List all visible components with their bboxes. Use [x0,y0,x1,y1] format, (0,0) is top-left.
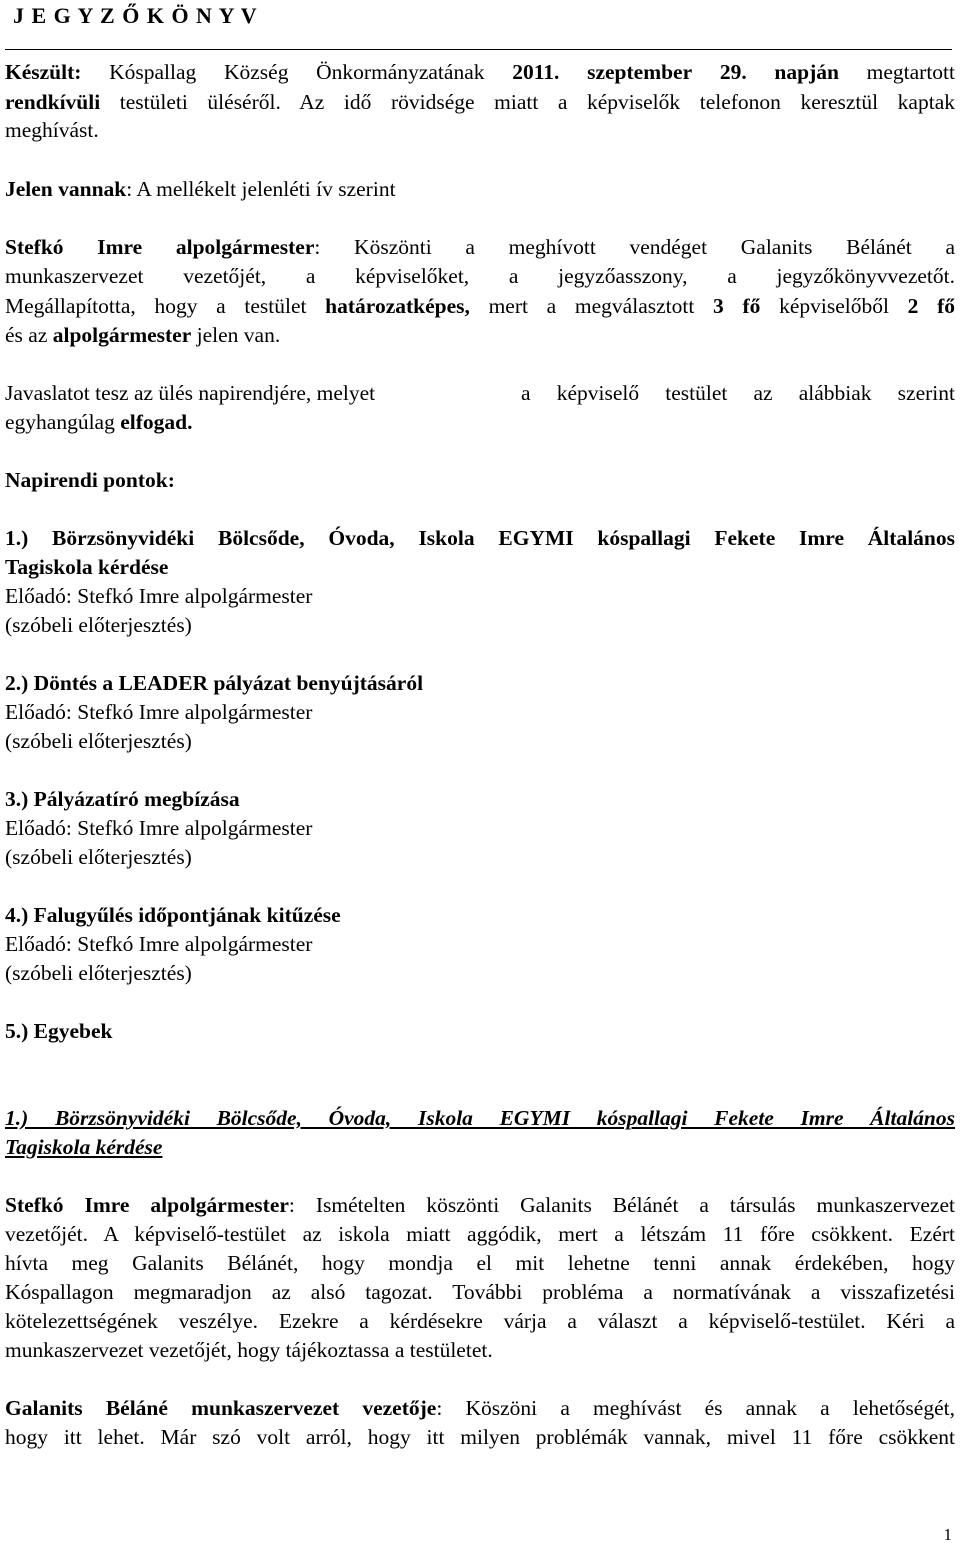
bold-run: szeptember [587,60,693,84]
present-label: Jelen vannak [5,177,127,201]
text-run: Megállapította, hogy a testület [5,294,326,318]
proposal-line-1 [5,379,955,408]
text-run: Kóspallag Község Önkormányzatának [81,60,513,84]
agenda-item-1-title: 1.) Börzsönyvidéki Bölcsőde, Óvoda, Iskola EGYMI kóspallagi Fekete Imre Általános [5,526,955,550]
agenda-item-4-presenter: Előadó: Stefkó Imre alpolgármester [5,932,313,956]
bold-run: 2 fő [907,294,955,318]
bold-run: 2011. [512,60,560,84]
intro-line-2 [5,88,955,117]
agenda-item-4-title: 4.) Falugyűlés időpontjának kitűzése [5,903,341,927]
text-run: testületi üléséről. Az idő rövidsége miatt a képviselők telefonon keresztül kaptak [100,90,955,114]
section-1-para-1-line-1 [5,1191,955,1220]
opening-line-4 [5,321,280,350]
agenda-item-4-mode: (szóbeli előterjesztés) [5,961,192,985]
opening-line-1 [5,233,955,262]
section-1-para-1-line-5: kötelezettségének veszélye. Ezekre a kérdésekre várja a választ a képviselő-testület. Kéri a [5,1309,955,1333]
agenda-item-5-title: 5.) Egyebek [5,1019,113,1043]
section-1-para-2-line-2: hogy itt lehet. Már szó volt arról, hogy itt milyen problémák vannak, mivel 11 főre csökkent [5,1425,955,1449]
intro-line-1 [5,58,955,87]
section-1-heading-cont: Tagiskola kérdése [5,1135,163,1159]
agenda-item-3-presenter: Előadó: Stefkó Imre alpolgármester [5,816,313,840]
agenda-item-2-mode: (szóbeli előterjesztés) [5,729,192,753]
bold-run: határozatképes, [325,294,470,318]
text-run: jelen van. [191,323,281,347]
proposal-left: Javaslatot tesz az ülés napirendjére, melyet [5,381,376,405]
text-run: és az [5,323,53,347]
section-1-para-1-line-3: hívta meg Galanits Bélánét, hogy mondja el mit lehetne tenni annak érdekében, hogy [5,1251,955,1275]
section-1-heading: 1.) Börzsönyvidéki Bölcsőde, Óvoda, Iskola EGYMI kóspallagi Fekete Imre Általános [5,1106,955,1130]
text-run: mert a megválasztott [469,294,714,318]
text-run [692,60,720,84]
speaker-name: Stefkó Imre alpolgármester [5,235,315,259]
agenda-item-2-title: 2.) Döntés a LEADER pályázat benyújtásáról [5,671,424,695]
section-1-para-1-line-6: munkaszervezet vezetőjét, hogy tájékoztassa a testületet. [5,1338,493,1362]
document-page [5,0,955,1544]
agenda-item-1-title-cont: Tagiskola kérdése [5,555,169,579]
bold-run: 29. [719,60,747,84]
opening-line-3 [5,292,955,321]
opening-text: : Köszönti a meghívott vendéget Galanits Bélánét a [314,235,955,259]
present-text: : A mellékelt jelenléti ív szerint [126,177,396,201]
proposal-right: a képviselő testület az alábbiak szerint [521,381,955,405]
proposal-decision: elfogad. [120,410,193,434]
title-divider [5,49,952,50]
bold-run: Készült: [5,60,82,84]
agenda-heading: Napirendi pontok: [5,468,175,492]
agenda-item-1-presenter: Előadó: Stefkó Imre alpolgármester [5,584,313,608]
speaker-name: Galanits Béláné munkaszervezet vezetője [5,1396,437,1420]
agenda-item-3-title: 3.) Pályázatíró megbízása [5,787,240,811]
speaker-name: Stefkó Imre alpolgármester [5,1193,289,1217]
opening-line-2: munkaszervezet vezetőjét, a képviselőket, a jegyzőasszony, a jegyzőkönyvvezetőt. [5,264,955,288]
page-number: 1 [943,1525,952,1544]
document-title: J E G Y Z Ő K Ö N Y V [13,3,258,28]
proposal-text: egyhangúlag [5,410,121,434]
present-line [5,175,396,204]
bold-run: napján [774,60,839,84]
proposal-line-2 [5,408,193,437]
text-run [747,60,775,84]
bold-run: rendkívüli [5,90,101,114]
agenda-item-3-mode: (szóbeli előterjesztés) [5,845,192,869]
intro-line-3: meghívást. [5,118,99,142]
text-run: megtartott [838,60,955,84]
para-text: : Ismételten köszönti Galanits Bélánét a társulás munkaszervezet [288,1193,955,1217]
para-text: : Köszöni a meghívást és annak a lehetőségét, [436,1396,955,1420]
agenda-item-2-presenter: Előadó: Stefkó Imre alpolgármester [5,700,313,724]
section-1-para-1-line-2: vezetőjét. A képviselő-testület az iskola miatt aggódik, mert a létszám 11 főre csökkent. Ezért [5,1222,955,1246]
agenda-item-1-mode: (szóbeli előterjesztés) [5,613,192,637]
bold-run: alpolgármester [52,323,192,347]
text-run [559,60,587,84]
bold-run: 3 fő [713,294,761,318]
section-1-para-1-line-4: Kóspallagon megmaradjon az alsó tagozat. További probléma a normatívának a visszafizetési [5,1280,955,1304]
text-run: képviselőből [760,294,908,318]
section-1-para-2-line-1 [5,1394,955,1423]
